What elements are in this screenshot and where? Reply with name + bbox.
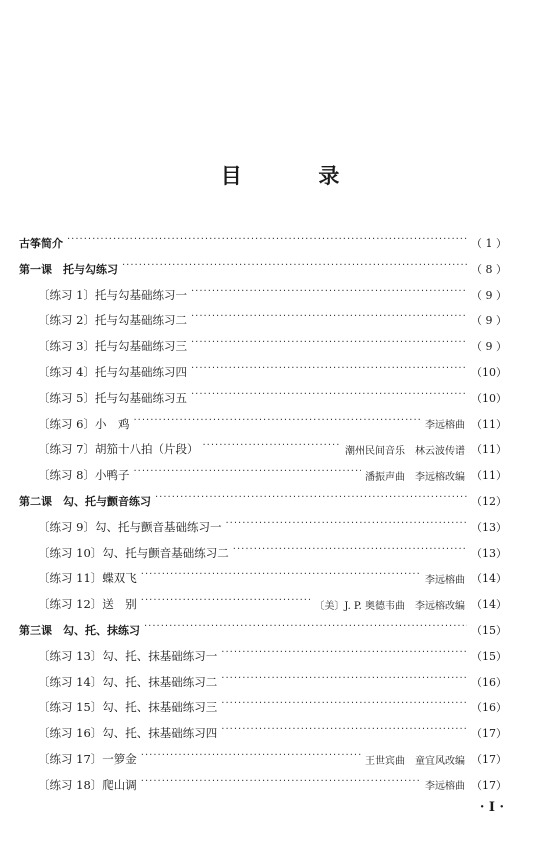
dot-leader bbox=[221, 676, 467, 688]
toc-entry-label: 〔练习 1〕托与勾基础练习一 bbox=[38, 287, 187, 302]
dot-leader bbox=[133, 469, 361, 481]
dot-leader bbox=[191, 289, 467, 301]
toc-exercise-row[interactable] bbox=[38, 723, 507, 743]
toc-entry-credit: 〔美〕J. P. 奥德韦曲 李远榕改编 bbox=[314, 600, 465, 612]
toc-lesson-row[interactable] bbox=[19, 620, 507, 640]
toc-entry-page: （16） bbox=[471, 675, 507, 689]
toc-entry-page: （17） bbox=[471, 778, 507, 792]
toc-entry-page: （ 1 ） bbox=[471, 237, 507, 250]
toc-entry-page: （13） bbox=[471, 520, 507, 534]
title-char-2: 录 bbox=[318, 164, 340, 188]
toc-entry-page: （14） bbox=[471, 598, 507, 612]
dot-leader bbox=[122, 263, 467, 275]
dot-leader bbox=[141, 753, 361, 765]
toc-entry-label: 〔练习 12〕送 别 bbox=[38, 597, 137, 612]
toc-entry-label: 〔练习 18〕爬山调 bbox=[38, 777, 137, 792]
toc-exercise-row[interactable] bbox=[38, 465, 507, 485]
toc-entry-label: 〔练习 16〕勾、托、抹基础练习四 bbox=[38, 726, 218, 741]
toc-entry-page: （10） bbox=[471, 391, 507, 405]
toc-entry-page: （14） bbox=[471, 572, 507, 586]
toc-exercise-row[interactable] bbox=[38, 749, 507, 769]
toc-entry-page: （17） bbox=[471, 727, 507, 741]
toc-entry-label: 〔练习 9〕勾、托与颤音基础练习一 bbox=[38, 519, 222, 534]
toc-entry-page: （ 9 ） bbox=[471, 340, 507, 354]
toc-entry-credit: 王世宾曲 童宜风改编 bbox=[365, 755, 465, 767]
toc-entry-label: 第三课 勾、托、抹练习 bbox=[19, 624, 140, 637]
toc-lesson-row[interactable] bbox=[19, 233, 507, 253]
toc-entry-label: 第一课 托与勾练习 bbox=[19, 262, 118, 276]
toc-entry-label: 〔练习 5〕托与勾基础练习五 bbox=[38, 390, 187, 405]
toc-entry-label: 〔练习 14〕勾、托、抹基础练习二 bbox=[38, 674, 218, 689]
toc-entry-page: （ 9 ） bbox=[471, 314, 507, 328]
toc-entry-page: （11） bbox=[471, 417, 507, 431]
toc-exercise-row[interactable] bbox=[38, 310, 507, 330]
toc-entry-label: 〔练习 3〕托与勾基础练习三 bbox=[38, 339, 187, 354]
toc-exercise-row[interactable] bbox=[38, 646, 507, 666]
dot-leader bbox=[191, 314, 467, 326]
toc-entry-label: 〔练习 15〕勾、托、抹基础练习三 bbox=[38, 700, 218, 715]
toc-entry-page: （10） bbox=[471, 366, 507, 379]
dot-leader bbox=[133, 418, 421, 430]
toc-lesson-row[interactable] bbox=[19, 259, 507, 279]
dot-leader bbox=[191, 392, 467, 404]
dot-leader bbox=[191, 340, 467, 352]
toc-exercise-row[interactable] bbox=[38, 362, 507, 382]
dot-leader bbox=[202, 443, 341, 455]
dot-leader bbox=[221, 650, 467, 662]
toc-entry-page: （11） bbox=[471, 443, 507, 457]
toc-entry-label: 〔练习 8〕小鸭子 bbox=[38, 468, 130, 483]
toc-exercise-row[interactable] bbox=[38, 697, 507, 717]
toc-exercise-row[interactable] bbox=[38, 414, 507, 434]
dot-leader bbox=[144, 624, 467, 636]
toc-entry-label: 〔练习 17〕一箩金 bbox=[38, 752, 137, 766]
toc-entry-page: （15） bbox=[471, 624, 507, 637]
toc-entry-label: 〔练习 7〕胡笳十八拍（片段） bbox=[38, 442, 199, 457]
toc-exercise-row[interactable] bbox=[38, 517, 507, 537]
toc-exercise-row[interactable] bbox=[38, 439, 507, 459]
toc-entry-page: （17） bbox=[471, 753, 507, 766]
toc-exercise-row[interactable] bbox=[38, 285, 507, 305]
toc-entry-label: 〔练习 4〕托与勾基础练习四 bbox=[38, 365, 187, 379]
dot-leader bbox=[155, 495, 467, 507]
dot-leader bbox=[221, 727, 467, 739]
toc-entry-page: （15） bbox=[471, 649, 507, 663]
toc-entry-label: 〔练习 6〕小 鸡 bbox=[38, 416, 130, 431]
toc-entry-credit: 李远榕曲 bbox=[425, 781, 465, 793]
toc-entry-label: 〔练习 11〕蝶双飞 bbox=[38, 571, 137, 586]
toc-exercise-row[interactable] bbox=[38, 388, 507, 408]
dot-leader bbox=[191, 366, 467, 378]
toc-entry-label: 〔练习 10〕勾、托与颤音基础练习二 bbox=[38, 545, 229, 560]
title-char-1: 目 bbox=[220, 164, 242, 188]
toc-entry-label: 古筝简介 bbox=[19, 237, 63, 250]
toc-lesson-row[interactable] bbox=[19, 491, 507, 511]
dot-leader bbox=[141, 779, 421, 791]
toc-entry-credit: 李远榕曲 bbox=[425, 420, 465, 432]
toc-entry-page: （16） bbox=[471, 701, 507, 715]
toc-entry-page: （12） bbox=[471, 495, 507, 508]
toc-entry-credit: 潘振声曲 李远榕改编 bbox=[365, 471, 465, 483]
toc-entry-credit: 潮州民间音乐 林云波传谱 bbox=[345, 445, 465, 457]
toc-exercise-row[interactable] bbox=[38, 543, 507, 563]
toc-entry-label: 第二课 勾、托与颤音练习 bbox=[19, 495, 151, 508]
dot-leader bbox=[67, 237, 467, 249]
dot-leader bbox=[141, 572, 421, 584]
dot-leader bbox=[221, 701, 467, 713]
toc-entry-credit: 李远榕曲 bbox=[425, 574, 465, 586]
toc-exercise-row[interactable] bbox=[38, 672, 507, 692]
toc-exercise-row[interactable] bbox=[38, 775, 507, 795]
dot-leader bbox=[141, 598, 311, 610]
page-title bbox=[0, 160, 560, 190]
toc-entry-label: 〔练习 13〕勾、托、抹基础练习一 bbox=[38, 648, 218, 663]
toc-exercise-row[interactable] bbox=[38, 594, 507, 614]
toc-entry-label: 〔练习 2〕托与勾基础练习二 bbox=[38, 313, 187, 328]
dot-leader bbox=[233, 547, 467, 559]
toc-exercise-row[interactable] bbox=[38, 336, 507, 356]
toc-entry-page: （11） bbox=[471, 469, 507, 483]
toc-entry-page: （ 9 ） bbox=[471, 288, 507, 302]
toc-entry-page: （ 8 ） bbox=[471, 262, 507, 276]
dot-leader bbox=[225, 521, 467, 533]
page-number: · I · bbox=[479, 800, 504, 815]
toc-entry-page: （13） bbox=[471, 546, 507, 560]
toc-exercise-row[interactable] bbox=[38, 568, 507, 588]
